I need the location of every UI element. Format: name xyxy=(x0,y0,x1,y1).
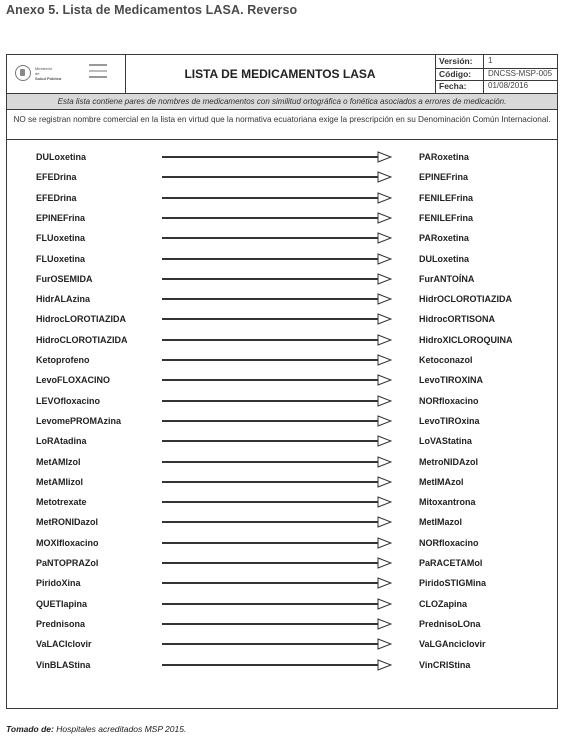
right-arrow-icon xyxy=(162,577,392,589)
right-arrow-icon xyxy=(162,374,392,386)
drug-name-left: EPINEFrina xyxy=(36,212,86,223)
drug-name-right: FENILEFrina xyxy=(419,192,474,203)
ministry-logo-box xyxy=(7,55,126,93)
lasa-document xyxy=(6,54,558,709)
right-arrow-icon xyxy=(162,557,392,569)
drug-pair-row xyxy=(7,372,557,388)
right-arrow-icon xyxy=(162,273,392,285)
drug-name-right: PARoxetina xyxy=(419,152,469,162)
document-meta xyxy=(435,55,558,93)
drug-name-left: MOXIfloxacino xyxy=(36,537,99,548)
right-arrow-icon xyxy=(162,192,392,204)
drug-pair-row xyxy=(7,433,557,449)
drug-name-right: PARoxetina xyxy=(419,233,469,244)
drug-pair-row xyxy=(7,454,557,470)
drug-name-left: MetAMIzol xyxy=(36,456,81,467)
drug-name-left: FLUoxetina xyxy=(36,253,86,264)
footer-text: Hospitales acreditados MSP 2015. xyxy=(53,724,187,734)
drug-name-left: VaLACIclovir xyxy=(36,639,92,650)
drug-name-left: HidrocLOROTIAZIDA xyxy=(36,314,126,325)
drug-pair-row xyxy=(7,210,557,226)
drug-name-right: NORfloxacino xyxy=(419,395,479,406)
drug-name-right: PaRACETAMol xyxy=(419,558,483,568)
drug-name-left: PaNTOPRAZol xyxy=(36,558,99,568)
drug-name-left: Ketoprofeno xyxy=(36,355,90,365)
drug-name-right: MetIMAzol xyxy=(419,476,464,487)
meta-code-value: DNCSS-MSP-005 xyxy=(483,68,558,81)
drug-name-right: LoVAStatina xyxy=(419,436,472,447)
drug-name-left: LoRAtadina xyxy=(36,436,87,447)
source-footer xyxy=(6,724,186,734)
drug-pair-row xyxy=(7,474,557,490)
right-arrow-icon xyxy=(162,334,392,346)
drug-name-left: HidrALAzina xyxy=(36,294,90,305)
drug-name-right: HidrOCLOROTIAZIDA xyxy=(419,294,512,305)
drug-name-right: FENILEFrina xyxy=(419,212,474,223)
meta-version-label: Versión: xyxy=(439,56,473,66)
footer-label: Tomado de: xyxy=(6,724,54,734)
meta-code-row xyxy=(436,68,558,82)
right-arrow-icon xyxy=(162,253,392,265)
drug-name-left: QUETIapina xyxy=(36,598,88,609)
drug-name-right: Ketoconazol xyxy=(419,355,473,365)
drug-name-left: Prednisona xyxy=(36,618,86,629)
right-arrow-icon xyxy=(162,313,392,325)
right-arrow-icon xyxy=(162,456,392,468)
drug-name-right: LevoTIROxina xyxy=(419,415,480,426)
drug-pair-row xyxy=(7,332,557,348)
right-arrow-icon xyxy=(162,293,392,305)
drug-name-right: DULoxetina xyxy=(419,253,470,264)
drug-name-left: FurOSEMIDA xyxy=(36,273,93,284)
drug-pair-row xyxy=(7,190,557,206)
drug-pair-row xyxy=(7,352,557,368)
meta-code-label: Código: xyxy=(439,68,472,79)
drug-name-left: VinBLAStina xyxy=(36,659,91,670)
drug-pair-row xyxy=(7,575,557,591)
drug-pair-row xyxy=(7,311,557,327)
right-arrow-icon xyxy=(162,354,392,366)
right-arrow-icon xyxy=(162,232,392,244)
right-arrow-icon xyxy=(162,537,392,549)
right-arrow-icon xyxy=(162,151,392,163)
drug-pair-row xyxy=(7,251,557,267)
document-title: LISTA DE MEDICAMENTOS LASA xyxy=(184,67,376,81)
drug-pair-row xyxy=(7,514,557,530)
drug-pair-row xyxy=(7,169,557,185)
drug-pair-row xyxy=(7,616,557,632)
right-arrow-icon xyxy=(162,516,392,528)
drug-name-right: MetIMazol xyxy=(419,517,463,528)
ministry-emblem-icon xyxy=(15,65,31,81)
drug-pair-row xyxy=(7,393,557,409)
drug-name-right: FurANTOÍNA xyxy=(419,273,475,284)
right-arrow-icon xyxy=(162,435,392,447)
right-arrow-icon xyxy=(162,415,392,427)
drug-pair-row xyxy=(7,413,557,429)
drug-name-right: VaLGAnciclovir xyxy=(419,639,486,650)
right-arrow-icon xyxy=(162,171,392,183)
drug-name-left: FLUoxetina xyxy=(36,233,86,244)
meta-date-label: Fecha: xyxy=(439,81,467,92)
right-arrow-icon xyxy=(162,476,392,488)
ministry-logo-text: Ministerio de Salud Pública xyxy=(35,66,62,81)
meta-date-value: 01/08/2016 xyxy=(483,80,558,93)
prescription-note: NO se registran nombre comercial en la lista en virtud que la normativa ecuatoriana exige la prescripción en su Denominación Común Internacional. xyxy=(7,110,557,140)
drug-name-left: LEVOfloxacino xyxy=(36,395,101,406)
drug-pair-row xyxy=(7,149,557,165)
drug-name-right: Mitoxantrona xyxy=(419,497,476,508)
document-header xyxy=(7,55,557,94)
drug-name-right: VinCRIStina xyxy=(419,659,471,670)
right-arrow-icon xyxy=(162,212,392,224)
drug-pair-row xyxy=(7,596,557,612)
national-seal-icon xyxy=(89,61,107,83)
meta-version-row xyxy=(436,55,558,69)
drug-pair-row xyxy=(7,535,557,551)
description-bar: Esta lista contiene pares de nombres de medicamentos con similitud ortográfica o fonética asociados a errores de medicación. xyxy=(7,94,557,110)
drug-name-left: MetAMIizol xyxy=(36,476,83,487)
drug-pair-row xyxy=(7,230,557,246)
drug-name-right: NORfloxacino xyxy=(419,537,479,548)
right-arrow-icon xyxy=(162,395,392,407)
drug-name-left: Metotrexate xyxy=(36,497,87,508)
drug-name-left: PiridoXina xyxy=(36,578,81,589)
right-arrow-icon xyxy=(162,638,392,650)
drug-name-left: MetRONIDazol xyxy=(36,517,99,528)
drug-name-right: HidroXICLOROQUINA xyxy=(419,334,513,345)
drug-name-left: EFEDrina xyxy=(36,192,77,203)
right-arrow-icon xyxy=(162,496,392,508)
drug-name-left: LevomePROMAzina xyxy=(36,415,122,426)
right-arrow-icon xyxy=(162,618,392,630)
right-arrow-icon xyxy=(162,659,392,671)
drug-pair-row xyxy=(7,657,557,673)
drug-name-right: MetroNIDAzol xyxy=(419,456,478,467)
drug-name-right: LevoTIROXINA xyxy=(419,375,484,386)
meta-date-row xyxy=(436,80,558,93)
drug-pair-row xyxy=(7,291,557,307)
annex-title: Anexo 5. Lista de Medicamentos LASA. Reverso xyxy=(6,3,298,17)
drug-pair-row xyxy=(7,494,557,510)
drug-pair-row xyxy=(7,271,557,287)
drug-name-left: EFEDrina xyxy=(36,172,77,183)
drug-name-right: PrednisoLOna xyxy=(419,618,481,629)
drug-pair-row xyxy=(7,636,557,652)
drug-pair-row xyxy=(7,555,557,571)
drug-name-left: DULoxetina xyxy=(36,152,87,162)
drug-name-right: HidrocORTISONA xyxy=(419,314,496,325)
drug-name-left: LevoFLOXACINO xyxy=(36,375,111,386)
meta-version-value: 1 xyxy=(483,55,558,68)
drug-name-right: CLOZapina xyxy=(419,598,468,609)
drug-name-right: PiridoSTIGMina xyxy=(419,578,487,589)
right-arrow-icon xyxy=(162,598,392,610)
drug-name-right: EPINEFrina xyxy=(419,172,469,183)
drug-name-left: HidroCLOROTIAZIDA xyxy=(36,334,128,345)
